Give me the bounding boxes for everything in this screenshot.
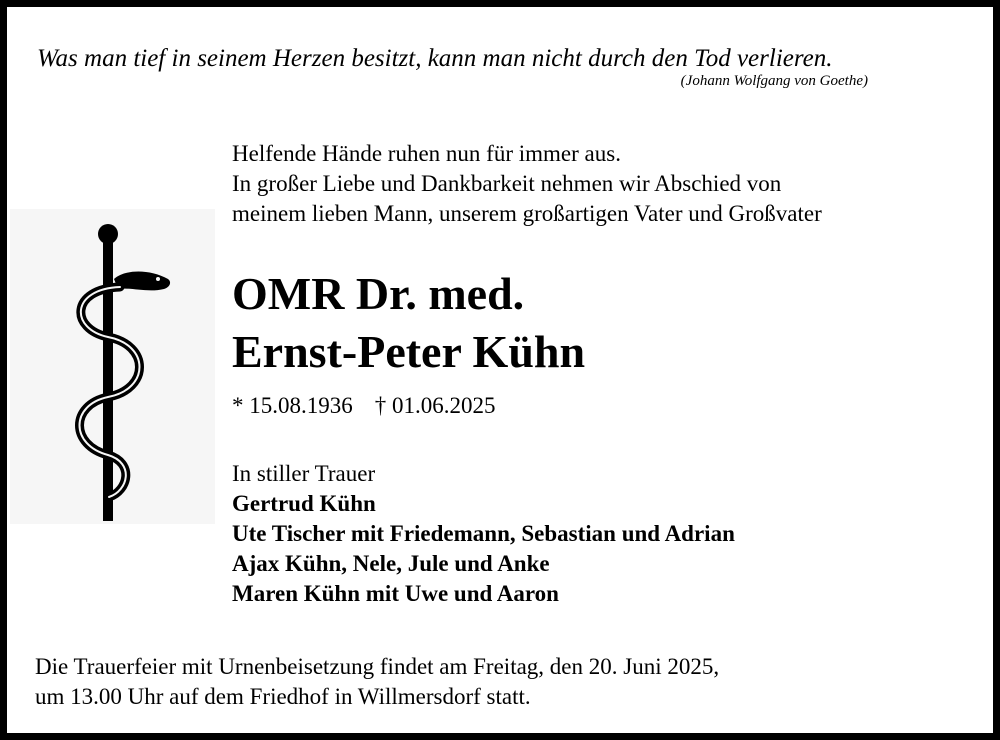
mourner-entry: Ute Tischer mit Friedemann, Sebastian und Adrian: [232, 521, 735, 546]
intro-line: In großer Liebe und Dankbarkeit nehmen wir Abschied von: [232, 171, 782, 196]
intro-line: Helfende Hände ruhen nun für immer aus.: [232, 141, 621, 166]
memorial-quote: Was man tief in seinem Herzen besitzt, kann man nicht durch den Tod verlieren.: [37, 45, 833, 72]
emblem-panel: [10, 209, 215, 524]
mourner-entry: Ajax Kühn, Nele, Jule und Anke: [232, 551, 550, 576]
mourner-entry: Maren Kühn mit Uwe und Aaron: [232, 581, 559, 606]
service-line: Die Trauerfeier mit Urnenbeisetzung findet am Freitag, den 20. Juni 2025,: [35, 654, 720, 679]
deceased-full-name: Ernst-Peter Kühn: [232, 326, 586, 377]
life-dates: [232, 393, 496, 419]
deceased-title: OMR Dr. med.: [232, 268, 525, 319]
deceased-name: [232, 265, 585, 381]
staff-of-asclepius-icon: [10, 209, 215, 524]
mourners-block: [232, 459, 735, 609]
service-line: um 13.00 Uhr auf dem Friedhof in Willmersdorf statt.: [35, 684, 531, 709]
birth-date: * 15.08.1936: [232, 393, 353, 418]
funeral-service-info: [35, 652, 719, 712]
death-date: † 01.06.2025: [374, 393, 496, 418]
intro-text: [232, 139, 822, 229]
quote-author: (Johann Wolfgang von Goethe): [680, 73, 868, 89]
intro-line: meinem lieben Mann, unserem großartigen Vater und Großvater: [232, 201, 822, 226]
mourners-heading: In stiller Trauer: [232, 461, 376, 486]
mourner-entry: Gertrud Kühn: [232, 491, 376, 516]
